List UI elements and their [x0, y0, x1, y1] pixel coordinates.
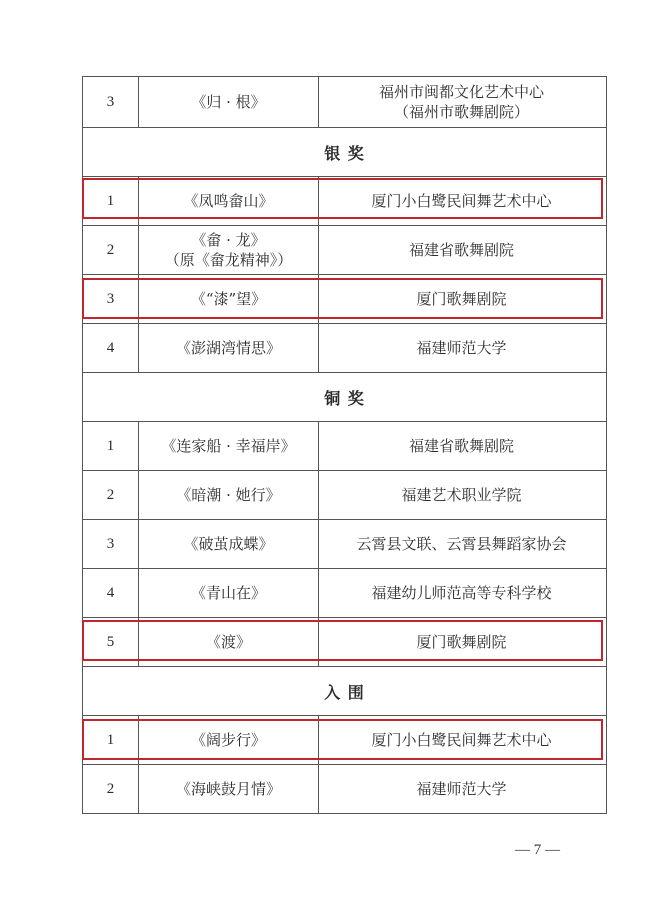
- table-row: [83, 716, 606, 765]
- work-title: 《暗潮 · 她行》: [139, 471, 319, 519]
- page-number: — 7 —: [515, 842, 560, 858]
- organization: 福建师范大学: [416, 780, 507, 798]
- row-number: 2: [83, 471, 139, 519]
- organization: 福建幼儿师范高等专科学校: [371, 584, 552, 602]
- row-number: 1: [83, 422, 139, 470]
- table-row: [83, 520, 606, 569]
- table-row: [83, 275, 606, 324]
- table-row: [83, 422, 606, 471]
- work-title: 《连家船 · 幸福岸》: [139, 422, 319, 470]
- table-row: [83, 226, 606, 275]
- row-number: 4: [83, 324, 139, 372]
- work-title: 《渡》: [139, 618, 319, 666]
- organization: 福建省歌舞剧院: [408, 241, 514, 259]
- row-number: 5: [83, 618, 139, 666]
- organization: 云霄县文联、云霄县舞蹈家协会: [356, 535, 567, 553]
- organization-line: （福州市歌舞剧院）: [393, 103, 529, 121]
- table-row: [83, 324, 606, 373]
- row-number: 1: [83, 716, 139, 764]
- work-title: 《阔步行》: [139, 716, 319, 764]
- work-title: 《破茧成蝶》: [139, 520, 319, 568]
- row-number: 2: [83, 226, 139, 274]
- work-title: 《海峡鼓月情》: [139, 765, 319, 813]
- row-number: 3: [83, 520, 139, 568]
- work-title: 《青山在》: [139, 569, 319, 617]
- section-header-bronze: 铜 奖: [83, 373, 606, 422]
- table-row: [83, 618, 606, 667]
- organization: [319, 77, 604, 127]
- organization: 厦门歌舞剧院: [416, 290, 507, 308]
- organization: 福建省歌舞剧院: [408, 437, 514, 455]
- work-title: 《澎湖湾情思》: [139, 324, 319, 372]
- work-title: 《凤鸣畲山》: [139, 177, 319, 225]
- section-header-finalist: 入 围: [83, 667, 606, 716]
- awards-table: [82, 76, 607, 814]
- table-row: [83, 569, 606, 618]
- organization: 厦门歌舞剧院: [416, 633, 507, 651]
- work-title-line: （原《畲龙精神》）: [164, 251, 293, 269]
- organization: 厦门小白鹭民间舞艺术中心: [371, 731, 552, 749]
- table-row: [83, 765, 606, 814]
- work-title: 《“漆”望》: [139, 275, 319, 323]
- row-number: 2: [83, 765, 139, 813]
- work-title: 《归 · 根》: [139, 77, 319, 127]
- organization-line: 福州市闽都文化艺术中心: [378, 83, 544, 101]
- row-number: 1: [83, 177, 139, 225]
- organization: 福建师范大学: [416, 339, 507, 357]
- row-number: 3: [83, 77, 139, 127]
- section-header-silver: 银 奖: [83, 128, 606, 177]
- row-number: 4: [83, 569, 139, 617]
- work-title-line: 《畲 · 龙》: [191, 231, 266, 249]
- work-title: [139, 226, 319, 274]
- table-row: [83, 177, 606, 226]
- organization: 厦门小白鹭民间舞艺术中心: [371, 192, 552, 210]
- row-number: 3: [83, 275, 139, 323]
- table-row: [83, 77, 606, 128]
- organization: 福建艺术职业学院: [401, 486, 522, 504]
- table-row: [83, 471, 606, 520]
